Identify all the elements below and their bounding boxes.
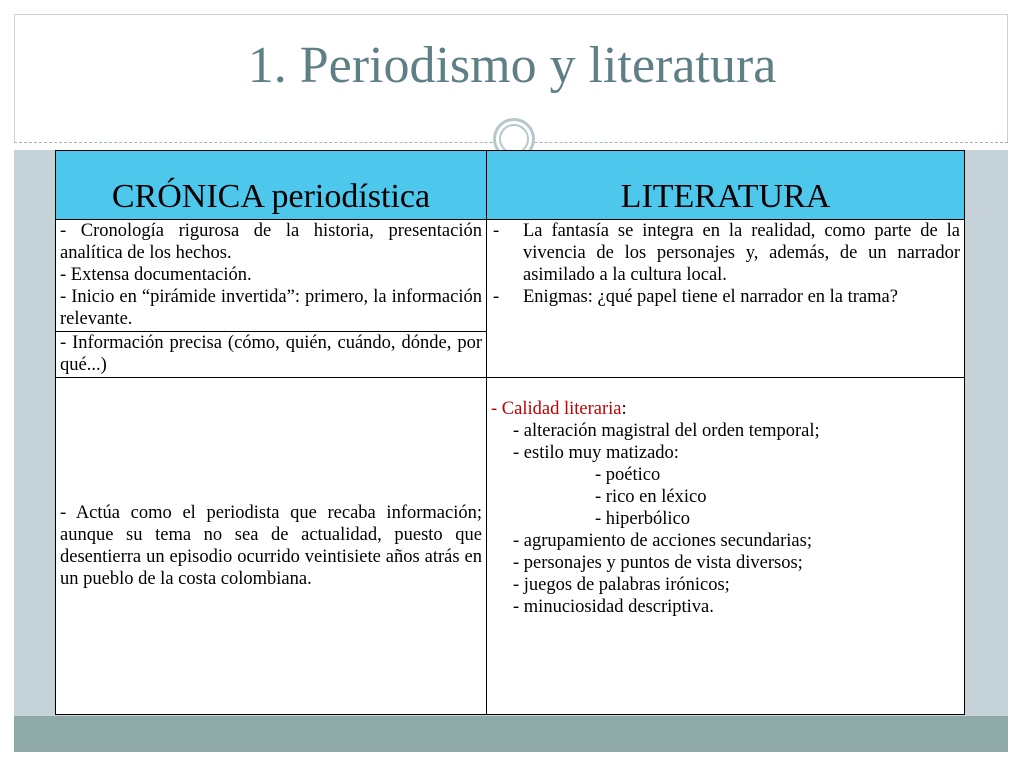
header-cronica: CRÓNICA periodística xyxy=(56,151,487,220)
slide-title: 1. Periodismo y literatura xyxy=(247,37,777,94)
calidad-item: - alteración magistral del orden temporal; xyxy=(513,421,820,441)
cronica-item: - Inicio en “pirámide invertida”: primero, la información relevante. xyxy=(60,287,482,329)
estilo-subitem: - poético xyxy=(595,465,661,485)
cell-literatura-bottom xyxy=(487,378,965,715)
calidad-heading-label: - Calidad literaria xyxy=(491,399,622,419)
table-row xyxy=(56,378,965,715)
table-header-row xyxy=(56,151,965,220)
table-row xyxy=(56,220,965,332)
header-literatura: LITERATURA xyxy=(487,151,965,220)
cell-cronica-bottom: - Actúa como el periodista que recaba información; aunque su tema no sea de actualidad, puesto que desentierra un episodio ocurrido veintisiete años atrás en un pueblo de la costa colombiana. xyxy=(56,378,487,715)
calidad-item: - agrupamiento de acciones secundarias; xyxy=(513,531,812,551)
bottom-bar xyxy=(14,716,1008,752)
cell-cronica-info: - Información precisa (cómo, quién, cuándo, dónde, por qué...) xyxy=(56,332,487,378)
calidad-heading xyxy=(491,398,960,420)
calidad-item: - estilo muy matizado: xyxy=(513,443,679,463)
cronica-item: - Extensa documentación. xyxy=(60,265,252,285)
literatura-item: - La fantasía se integra en la realidad, como parte de la vivencia de los personajes y, además, de un narrador asimilado a la cultura local. xyxy=(491,220,960,286)
calidad-item: - minuciosidad descriptiva. xyxy=(513,597,714,617)
literatura-list xyxy=(491,220,960,308)
cell-literatura-top xyxy=(487,220,965,378)
cronica-item: - Cronología rigurosa de la historia, presentación analítica de los hechos. xyxy=(60,221,482,263)
comparison-table xyxy=(55,150,965,715)
cell-cronica-top xyxy=(56,220,487,332)
estilo-subitem: - rico en léxico xyxy=(595,487,707,507)
estilo-subitem: - hiperbólico xyxy=(595,509,691,529)
calidad-item: - juegos de palabras irónicos; xyxy=(513,575,730,595)
calidad-item: - personajes y puntos de vista diversos; xyxy=(513,553,803,573)
calidad-heading-colon: : xyxy=(621,399,627,419)
literatura-item: - Enigmas: ¿qué papel tiene el narrador en la trama? xyxy=(491,286,960,308)
